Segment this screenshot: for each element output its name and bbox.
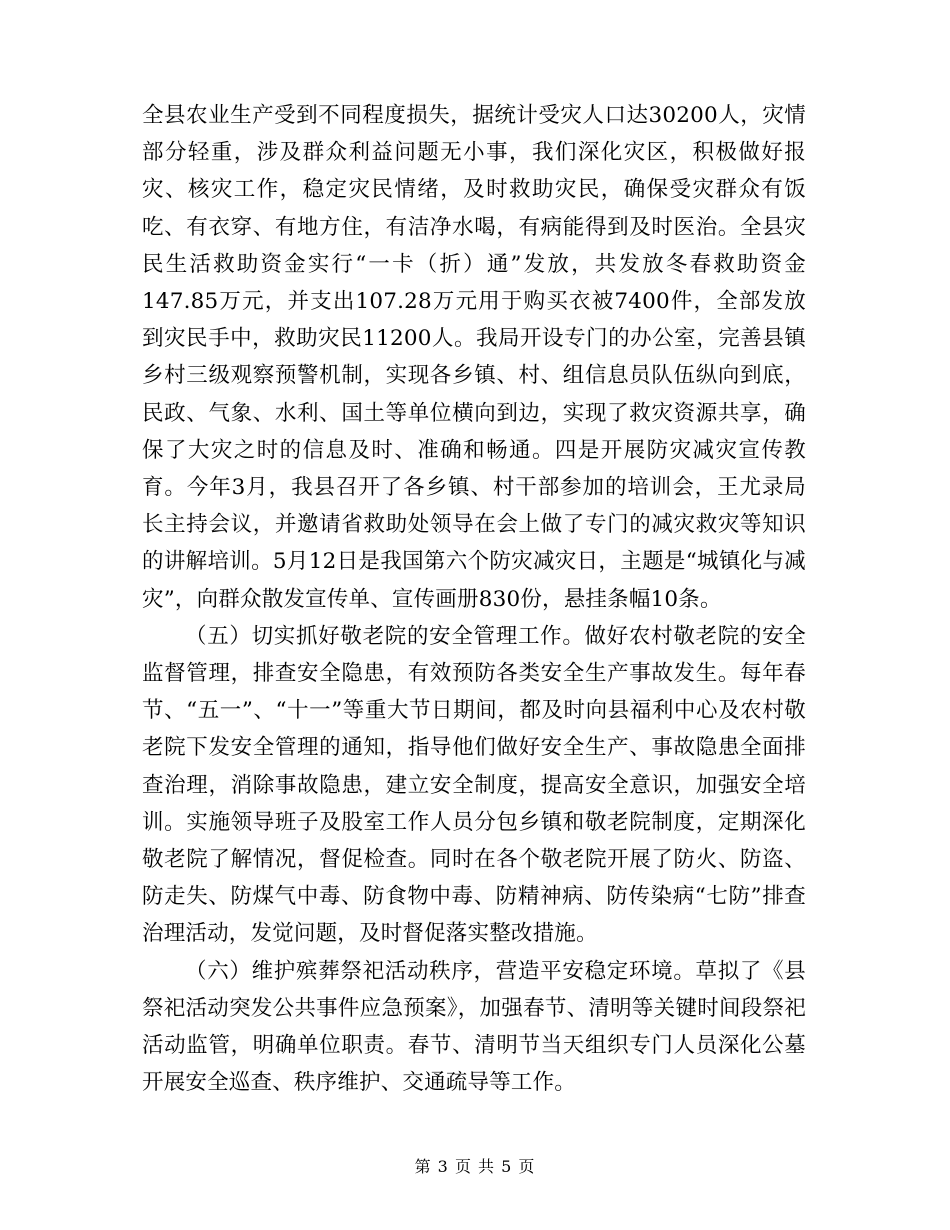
paragraph-disaster-relief: 全县农业生产受到不同程度损失，据统计受灾人口达30200人，灾情部分轻重，涉及群众利益问题无小事，我们深化灾区，积极做好报灾、核灾工作，稳定灾民情绪，及时救助灾民，确保受灾群众有饭吃、有衣穿、有地方住，有洁净水喝，有病能得到及时医治。全县灾民生活救助资金实行“一卡（折）通”发放，共发放冬春救助资金147.85万元，并支出107.28万元用于购买衣被7400件，全部发放到灾民手中，救助灾民11200人。我局开设专门的办公室，完善县镇乡村三级观察预警机制，实现各乡镇、村、组信息员队伍纵向到底，民政、气象、水利、国土等单位横向到边，实现了救灾资源共享，确保了大灾之时的信息及时、准确和畅通。四是开展防灾减灾宣传教育。今年3月，我县召开了各乡镇、村干部参加的培训会，王尤录局长主持会议，并邀请省救助处领导在会上做了专门的减灾救灾等知识的讲解培训。5月12日是我国第六个防灾减灾日，主题是“城镇化与减灾”，向群众散发宣传单、宣传画册830份，悬挂条幅10条。 <box>142 103 806 612</box>
paragraph-funeral-order: （六）维护殡葬祭祀活动秩序，营造平安稳定环境。草拟了《县祭祀活动突发公共事件应急预案》，加强春节、清明等关键时间段祭祀活动监管，明确单位职责。春节、清明节当天组织专门人员深化公墓开展安全巡查、秩序维护、交通疏导等工作。 <box>142 958 806 1096</box>
document-body <box>142 97 806 1101</box>
paragraph-nursing-home-safety: （五）切实抓好敬老院的安全管理工作。做好农村敬老院的安全监督管理，排查安全隐患，有效预防各类安全生产事故发生。每年春节、“五一”、“十一”等重大节日期间，都及时向县福利中心及农村敬老院下发安全管理的通知，指导他们做好安全生产、事故隐患全面排查治理，消除事故隐患，建立安全制度，提高安全意识，加强安全培训。实施领导班子及股室工作人员分包乡镇和敬老院制度，定期深化敬老院了解情况，督促检查。同时在各个敬老院开展了防火、防盗、防走失、防煤气中毒、防食物中毒、防精神病、防传染病“七防”排查治理活动，发觉问题，及时督促落实整改措施。 <box>142 623 806 947</box>
page-number: 第 3 页 共 5 页 <box>414 1157 536 1176</box>
